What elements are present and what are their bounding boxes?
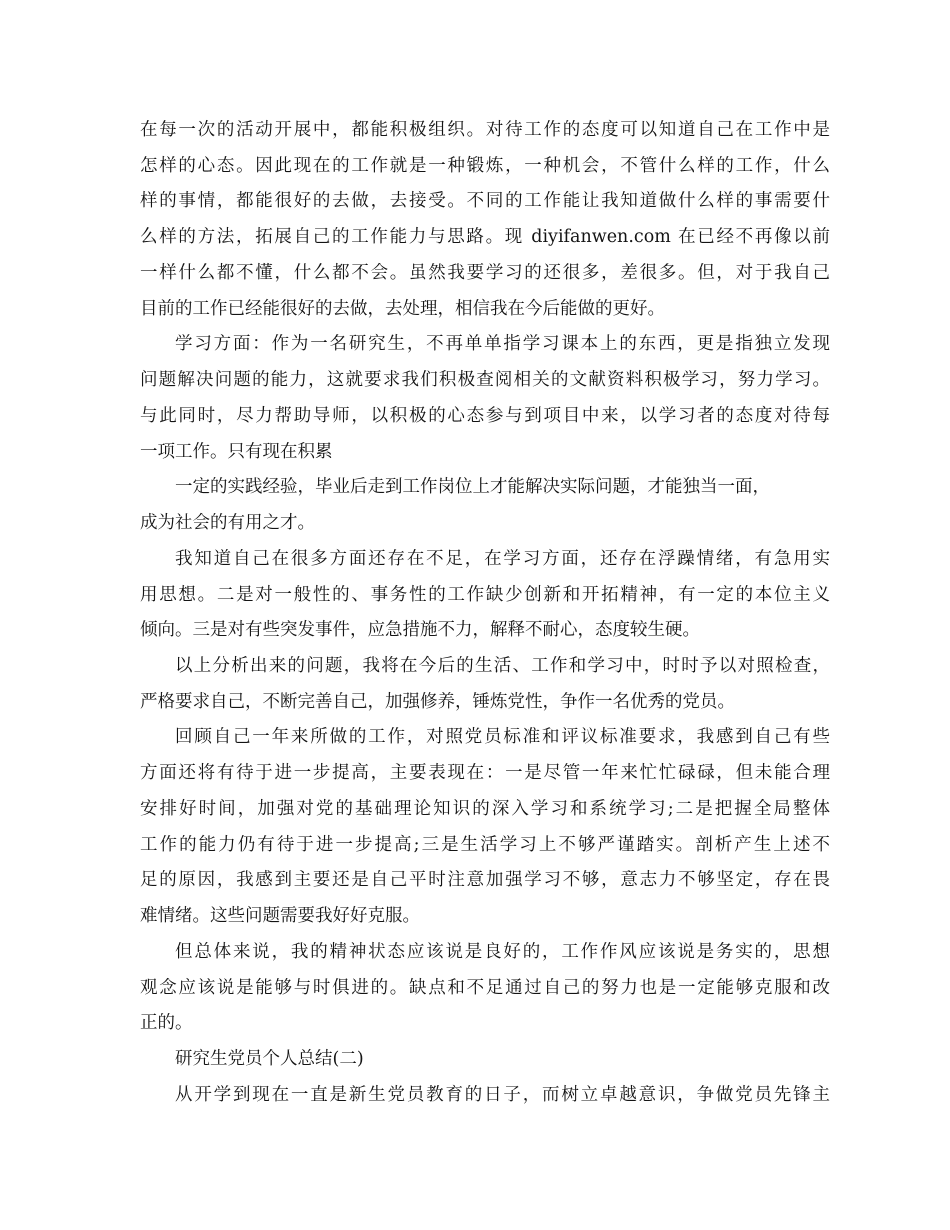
text-line: 足的原因，我感到主要还是自己平时注意加强学习不够，意志力不够坚定，存在畏 <box>140 870 830 890</box>
text-line: 与此同时，尽力帮助导师，以积极的心态参与到项目中来，以学习者的态度对待每 <box>140 406 830 426</box>
text-line: 难情绪。这些问题需要我好好克服。 <box>140 906 420 926</box>
text-line: 一样什么都不懂，什么都不会。虽然我要学习的还很多，差很多。但，对于我自己 <box>140 263 830 283</box>
text-line: 问题解决问题的能力，这就要求我们积极查阅相关的文献资料积极学习，努力学习。 <box>140 370 830 390</box>
paragraph-first-line: 以上分析出来的问题，我将在今后的生活、工作和学习中，时时予以对照检查， <box>175 656 830 676</box>
paragraph-first-line: 从开学到现在一直是新生党员教育的日子，而树立卓越意识，争做党员先锋主 <box>175 1085 830 1105</box>
text-line: 安排好时间，加强对党的基础理论知识的深入学习和系统学习;二是把握全局整体 <box>140 799 830 819</box>
text-line: 正的。 <box>140 1013 193 1033</box>
section-heading: 研究生党员个人总结(二) <box>175 1049 364 1069</box>
paragraph-first-line: 学习方面：作为一名研究生，不再单单指学习课本上的东西，更是指独立发现 <box>175 334 830 354</box>
text-line: 严格要求自己，不断完善自己，加强修养，锤炼党性，争作一名优秀的党员。 <box>140 692 735 712</box>
text-line: 目前的工作已经能很好的去做，去处理，相信我在今后能做的更好。 <box>140 299 665 319</box>
text-line: 倾向。三是对有些突发事件，应急措施不力，解释不耐心，态度较生硬。 <box>140 620 700 640</box>
paragraph-first-line: 但总体来说，我的精神状态应该说是良好的，工作作风应该说是务实的，思想 <box>175 942 830 962</box>
paragraph-first-line: 回顾自己一年来所做的工作，对照党员标准和评议标准要求，我感到自己有些 <box>175 727 830 747</box>
text-line: 成为社会的有用之才。 <box>140 513 315 533</box>
paragraph-first-line: 一定的实践经验，毕业后走到工作岗位上才能解决实际问题，才能独当一面， <box>175 477 770 497</box>
text-line: 怎样的心态。因此现在的工作就是一种锻炼，一种机会，不管什么样的工作，什么 <box>140 156 830 176</box>
text-line: 观念应该说是能够与时俱进的。缺点和不足通过自己的努力也是一定能够克服和改 <box>140 978 830 998</box>
text-line: 么样的方法，拓展自己的工作能力与思路。现 diyifanwen.com 在已经不再像以前 <box>140 227 830 247</box>
text-line: 工作的能力仍有待于进一步提高;三是生活学习上不够严谨踏实。剖析产生上述不 <box>140 835 830 855</box>
text-line: 样的事情，都能很好的去做，去接受。不同的工作能让我知道做什么样的事需要什 <box>140 191 830 211</box>
text-line: 在每一次的活动开展中，都能积极组织。对待工作的态度可以知道自己在工作中是 <box>140 120 830 140</box>
paragraph-first-line: 我知道自己在很多方面还存在不足，在学习方面，还存在浮躁情绪，有急用实 <box>175 549 830 569</box>
text-line: 用思想。二是对一般性的、事务性的工作缺少创新和开拓精神，有一定的本位主义 <box>140 585 830 605</box>
text-line: 一项工作。只有现在积累 <box>140 442 333 462</box>
text-line: 方面还将有待于进一步提高，主要表现在：一是尽管一年来忙忙碌碌，但未能合理 <box>140 763 830 783</box>
